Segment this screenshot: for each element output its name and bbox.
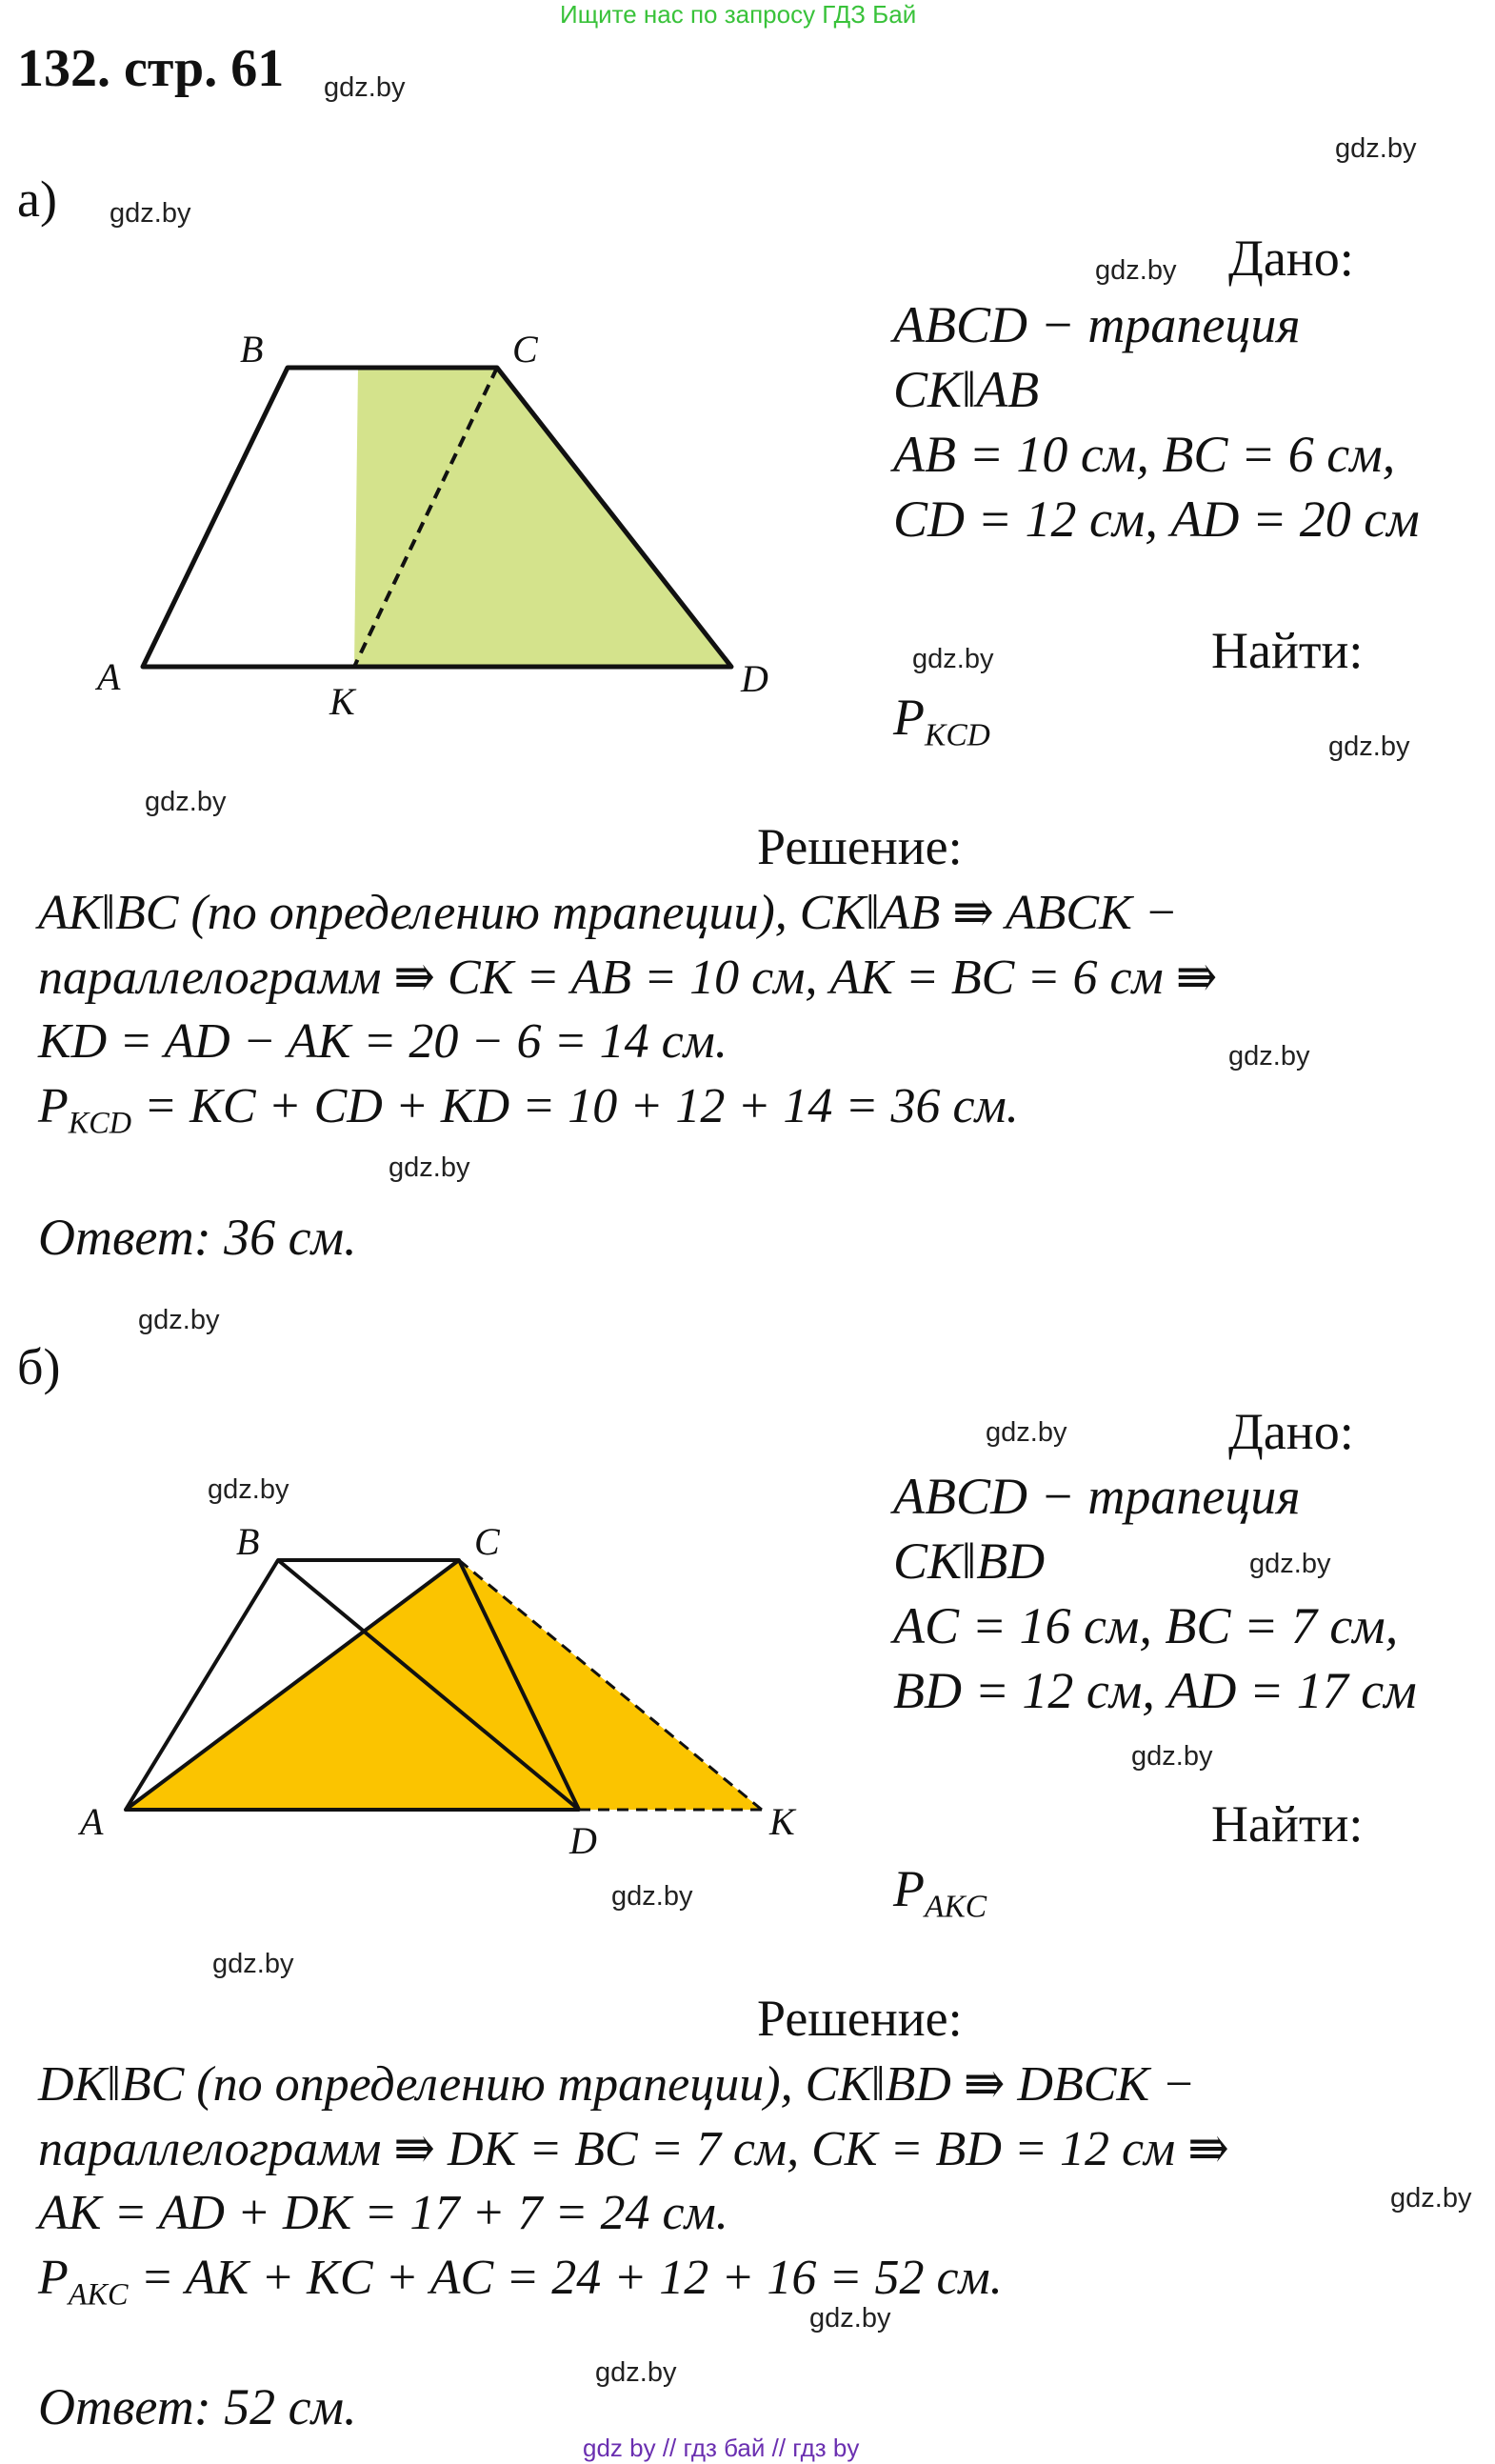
page-title: 132. стр. 61 — [17, 39, 285, 98]
part-b-label: б) — [17, 1338, 61, 1395]
part-a-figure — [86, 324, 809, 733]
watermark: gdz.by — [912, 644, 994, 674]
top-banner[interactable]: Ищите нас по запросу ГДЗ Бай — [560, 0, 917, 29]
answer: Ответ: 52 см. — [38, 2378, 357, 2435]
point-a-label: A — [80, 1800, 104, 1843]
watermark: gdz.by — [809, 2303, 891, 2334]
solution-title: Решение: — [757, 1990, 963, 2047]
solution-title: Решение: — [757, 818, 963, 875]
find-value: $P_{KCD}$ — [893, 689, 990, 753]
watermark: gdz.by — [1249, 1549, 1331, 1579]
given-line: CK‖AB — [893, 361, 1040, 418]
given-line: AB = 10 см, BC = 6 см, — [893, 426, 1396, 483]
point-k-label: K — [329, 680, 355, 723]
watermark: gdz.by — [986, 1417, 1067, 1448]
triangle-akc-fill — [126, 1560, 762, 1810]
given-line: ABCD − трапеция — [893, 296, 1301, 353]
footer-links[interactable]: gdz by // гдз бай // гдз by — [583, 2434, 860, 2462]
solution-line: DK‖BC (по определению трапеции), CK‖BD ⇛ DBCK − — [38, 2057, 1196, 2112]
part-a-label: а) — [17, 170, 57, 228]
given-line: ABCD − трапеция — [893, 1468, 1301, 1525]
given-title: Дано: — [1228, 230, 1354, 287]
point-b-label: B — [236, 1520, 260, 1563]
point-d-label: D — [741, 657, 768, 700]
point-d-label: D — [569, 1819, 597, 1862]
watermark: gdz.by — [1095, 255, 1177, 286]
given-line: BD = 12 см, AD = 17 см — [893, 1662, 1417, 1719]
watermark: gdz.by — [138, 1305, 220, 1335]
watermark: gdz.by — [324, 72, 406, 103]
watermark: gdz.by — [145, 787, 227, 817]
part-b-figure — [67, 1514, 847, 1867]
point-c-label: C — [474, 1520, 500, 1563]
point-a-label: A — [97, 655, 121, 698]
watermark: gdz.by — [212, 1949, 294, 1979]
find-title: Найти: — [1211, 622, 1364, 679]
watermark: gdz.by — [1328, 731, 1410, 762]
perimeter-line: $P_{KCD}$ = KC + CD + KD = 10 + 12 + 14 = 36 см. — [38, 1079, 1019, 1140]
watermark: gdz.by — [1335, 133, 1417, 164]
given-line: CK‖BD — [893, 1532, 1046, 1590]
watermark: gdz.by — [1131, 1741, 1213, 1772]
given-title: Дано: — [1228, 1403, 1354, 1460]
point-k-label: K — [769, 1800, 795, 1843]
solution-line: AK = AD + DK = 17 + 7 = 24 см. — [38, 2186, 728, 2240]
answer: Ответ: 36 см. — [38, 1209, 357, 1266]
find-value: $P_{AKC}$ — [893, 1860, 987, 1925]
find-title: Найти: — [1211, 1795, 1364, 1853]
watermark: gdz.by — [595, 2357, 677, 2388]
watermark: gdz.by — [1228, 1041, 1310, 1072]
perimeter-line: $P_{AKC}$ = AK + KC + AC = 24 + 12 + 16 = 52 см. — [38, 2251, 1003, 2312]
point-b-label: B — [240, 328, 264, 371]
solution-line: KD = AD − AK = 20 − 6 = 14 см. — [38, 1014, 728, 1069]
given-line: AC = 16 см, BC = 7 см, — [893, 1597, 1399, 1654]
watermark: gdz.by — [1390, 2183, 1472, 2214]
triangle-kcd-fill — [354, 368, 731, 667]
watermark: gdz.by — [208, 1474, 289, 1505]
given-line: CD = 12 см, AD = 20 см — [893, 491, 1420, 548]
point-c-label: C — [512, 328, 538, 371]
watermark: gdz.by — [110, 198, 191, 229]
solution-line: параллелограмм ⇛ CK = AB = 10 см, AK = BC = 6 см ⇛ — [38, 951, 1218, 1005]
watermark: gdz.by — [611, 1881, 693, 1912]
solution-line: параллелограмм ⇛ DK = BC = 7 см, CK = BD = 12 см ⇛ — [38, 2122, 1229, 2176]
watermark: gdz.by — [389, 1152, 470, 1183]
solution-line: AK‖BC (по определению трапеции), CK‖AB ⇛ ABCK − — [38, 886, 1178, 940]
